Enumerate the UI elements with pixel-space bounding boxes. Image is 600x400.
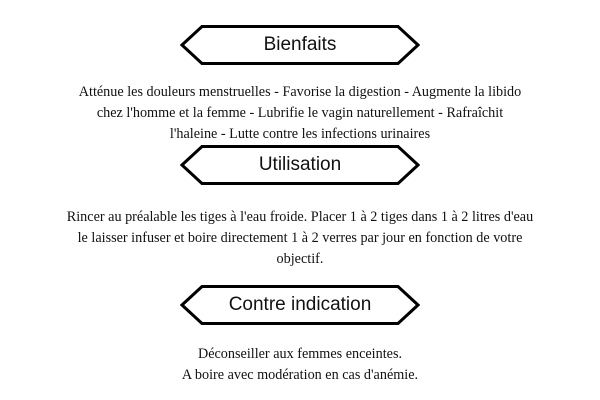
banner-utilisation — [180, 145, 420, 185]
text-line: chez l'homme et la femme - Lubrifie le vagin naturellement - Rafraîchit — [96, 105, 504, 121]
text-line: Rincer au préalable les tiges à l'eau froide. Placer 1 à 2 tiges dans 1 à 2 litres d'eau — [66, 209, 534, 225]
text-line: Déconseiller aux femmes enceintes. — [197, 346, 403, 362]
text-line: le laisser infuser et boire directement 1 à 2 verres par jour en fonction de votre — [77, 230, 523, 246]
text-line: objectif. — [276, 251, 324, 267]
text-line: Atténue les douleurs menstruelles - Favorise la digestion - Augmente la libido — [78, 84, 522, 100]
heading-bienfaits: Bienfaits — [263, 34, 337, 55]
banner-contre-indication — [180, 285, 420, 325]
paragraph-utilisation — [20, 207, 580, 270]
paragraph-contre-indication — [20, 344, 580, 386]
banner-bienfaits — [180, 25, 420, 65]
paragraph-bienfaits — [20, 82, 580, 145]
heading-contre-indication: Contre indication — [228, 294, 372, 315]
text-line: A boire avec modération en cas d'anémie. — [181, 367, 419, 383]
heading-utilisation: Utilisation — [258, 154, 342, 175]
text-line: l'haleine - Lutte contre les infections urinaires — [169, 126, 431, 142]
